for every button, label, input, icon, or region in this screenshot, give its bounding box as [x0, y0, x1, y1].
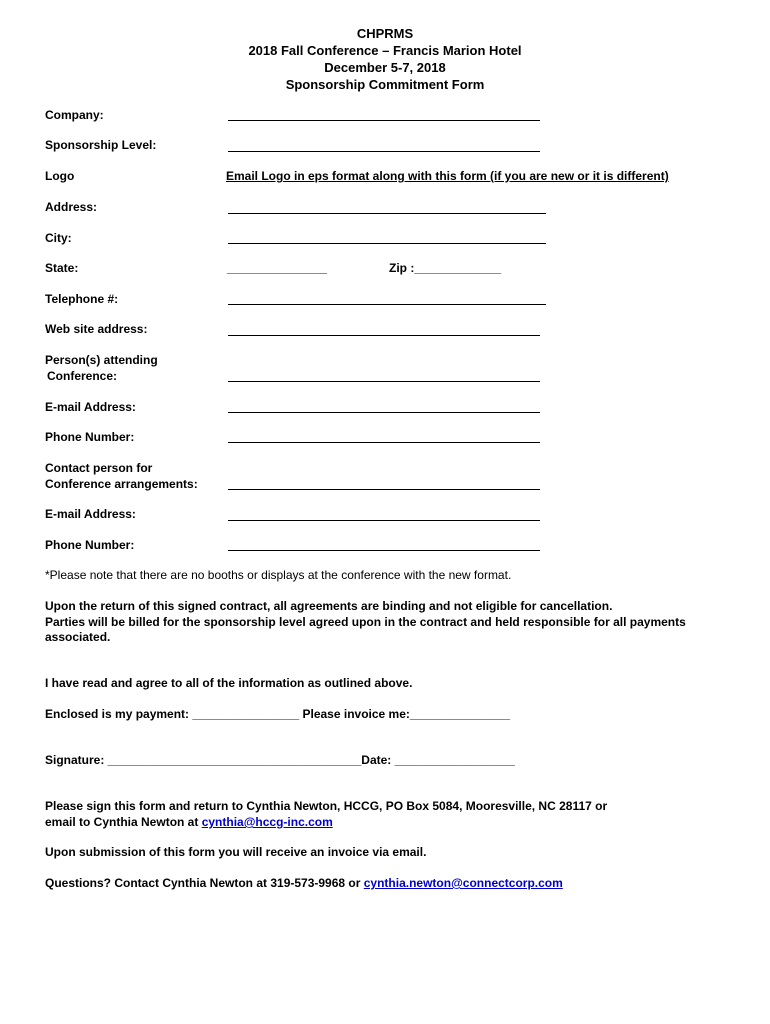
binding-text-1: Upon the return of this signed contract, all agreements are binding and not eligible for cancellation. — [45, 599, 613, 613]
hccg-email-link[interactable]: cynthia@hccg-inc.com — [201, 815, 333, 829]
address-line[interactable] — [228, 213, 546, 214]
contact-person-line[interactable] — [228, 489, 540, 490]
company-label: Company: — [45, 108, 104, 122]
address-label: Address: — [45, 200, 98, 214]
agree-statement: I have read and agree to all of the information as outlined above. — [45, 676, 413, 690]
org-name: CHPRMS — [356, 26, 414, 41]
form-header — [0, 25, 770, 93]
invoice-note: Upon submission of this form you will receive an invoice via email. — [45, 845, 427, 859]
phone-label-2: Phone Number: — [45, 538, 135, 552]
form-title: Sponsorship Commitment Form — [285, 77, 485, 92]
binding-text-2: Parties will be billed for the sponsorship level agreed upon in the contract and held responsible for all payments — [45, 615, 686, 629]
conference-title: 2018 Fall Conference – Francis Marion Hotel — [248, 43, 522, 58]
company-line[interactable] — [228, 120, 540, 121]
contact-person-label: Contact person for — [45, 461, 153, 475]
telephone-line[interactable] — [228, 304, 546, 305]
return-instructions-prefix: email to Cynthia Newton at — [45, 815, 202, 829]
sponsorship-level-label: Sponsorship Level: — [45, 138, 157, 152]
telephone-label: Telephone #: — [45, 292, 119, 306]
sponsorship-level-line[interactable] — [228, 151, 540, 152]
email-label-2: E-mail Address: — [45, 507, 136, 521]
logo-note: Email Logo in eps format along with this form (if you are new or it is different) — [226, 169, 669, 183]
binding-text-3: associated. — [45, 630, 111, 644]
phone-line-2[interactable] — [228, 550, 540, 551]
signature-line[interactable]: Signature: ______________________________________Date: __________________ — [45, 753, 515, 767]
payment-line[interactable]: Enclosed is my payment: ________________ Please invoice me:_______________ — [45, 707, 510, 721]
contact-person-label-2: Conference arrangements: — [45, 477, 198, 491]
website-label: Web site address: — [45, 322, 148, 336]
email-line-2[interactable] — [228, 520, 540, 521]
city-label: City: — [45, 231, 72, 245]
booths-note: *Please note that there are no booths or displays at the conference with the new format. — [45, 568, 512, 582]
phone-label-1: Phone Number: — [45, 430, 135, 444]
email-line-1[interactable] — [228, 412, 540, 413]
return-instructions-1: Please sign this form and return to Cynthia Newton, HCCG, PO Box 5084, Mooresville, NC 28117 or — [45, 799, 608, 813]
questions-line — [45, 876, 563, 891]
website-line[interactable] — [228, 335, 540, 336]
persons-attending-label-2: Conference: — [47, 369, 118, 383]
email-label-1: E-mail Address: — [45, 400, 136, 414]
logo-label: Logo — [45, 169, 75, 183]
city-line[interactable] — [228, 243, 546, 244]
connectcorp-email-link[interactable]: cynthia.newton@connectcorp.com — [363, 876, 563, 890]
persons-attending-label: Person(s) attending — [45, 353, 158, 367]
zip-field[interactable]: Zip :_____________ — [389, 261, 502, 275]
persons-attending-line[interactable] — [228, 381, 540, 382]
phone-line-1[interactable] — [228, 442, 540, 443]
state-line[interactable]: _______________ — [227, 261, 328, 275]
return-instructions-2 — [45, 815, 333, 830]
state-label: State: — [45, 261, 79, 275]
conference-dates: December 5-7, 2018 — [324, 60, 446, 75]
questions-prefix: Questions? Contact Cynthia Newton at 319-573-9968 or — [45, 876, 364, 890]
